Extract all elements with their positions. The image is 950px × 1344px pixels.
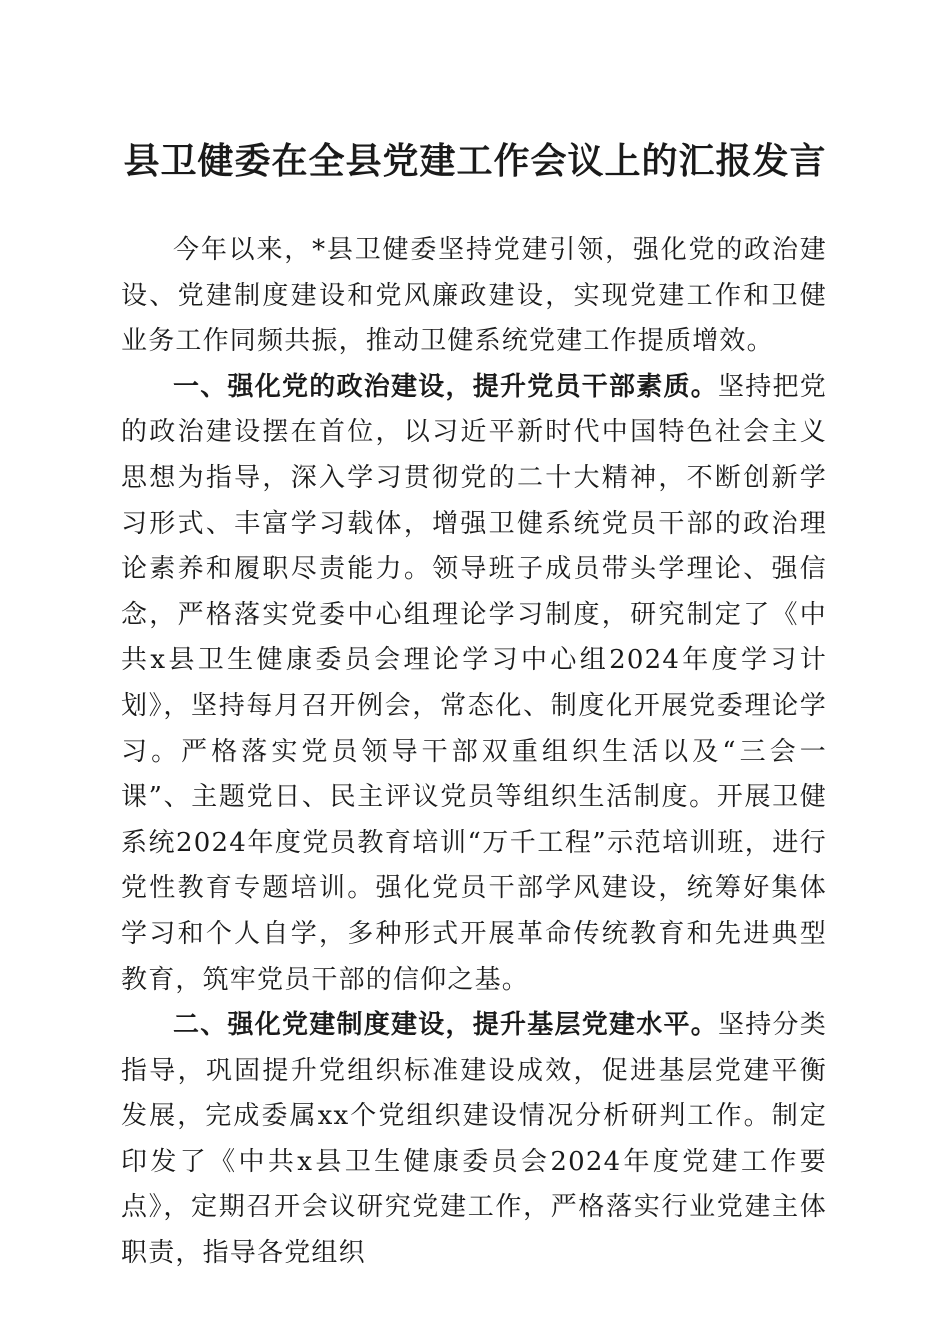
- section-two-paragraph: [121, 1003, 827, 1277]
- section-one-paragraph: [121, 365, 827, 1003]
- document-body: [121, 228, 827, 1277]
- intro-paragraph-text: 今年以来，*县卫健委坚持党建引领，强化党的政治建设、党建制度建设和党风廉政建设，实现党建工作和卫健业务工作同频共振，推动卫健系统党建工作提质增效。: [121, 235, 827, 357]
- section-two-heading: 二、强化党建制度建设，提升基层党建水平。: [173, 1010, 719, 1041]
- section-one-heading: 一、强化党的政治建设，提升党员干部素质。: [173, 371, 719, 402]
- intro-paragraph: [121, 228, 827, 365]
- section-one-text: 坚持把党的政治建设摆在首位，以习近平新时代中国特色社会主义思想为指导，深入学习贯彻党的二十大精神，不断创新学习形式、丰富学习载体，增强卫健系统党员干部的政治理论素养和履职尽责能力。领导班子成员带头学理论、强信念，严格落实党委中心组理论学习制度，研究制定了《中共x县卫生健康委员会理论学习中心组2024年度学习计划》，坚持每月召开例会，常态化、制度化开展党委理论学习。严格落实党员领导干部双重组织生活以及“三会一课”、主题党日、民主评议党员等组织生活制度。开展卫健系统2024年度党员教育培训“万千工程”示范培训班，进行党性教育专题培训。强化党员干部学风建设，统筹好集体学习和个人自学，多种形式开展革命传统教育和先进典型教育，筑牢党员干部的信仰之基。: [121, 371, 827, 995]
- section-two-text: 坚持分类指导，巩固提升党组织标准建设成效，促进基层党建平衡发展，完成委属xx个党组织建设情况分析研判工作。制定印发了《中共x县卫生健康委员会2024年度党建工作要点》，定期召开会议研究党建工作，严格落实行业党建主体职责，指导各党组织: [121, 1010, 827, 1269]
- document-title: 县卫健委在全县党建工作会议上的汇报发言: [123, 140, 827, 182]
